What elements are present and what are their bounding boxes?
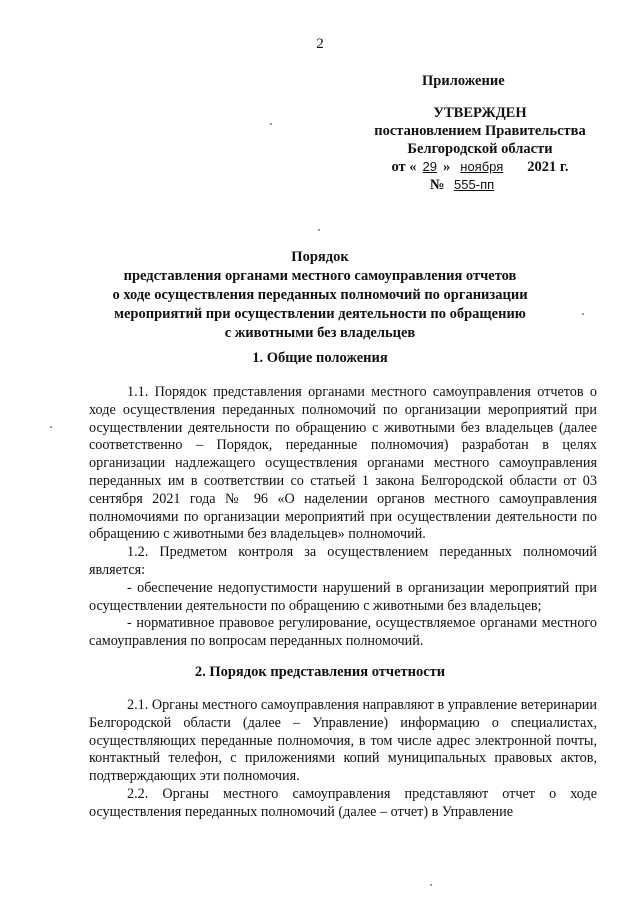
title-line5: с животными без владельцев — [224, 325, 416, 341]
section1-paragraph1: 1.1. Порядок представления органами местного самоуправления отчетов о ходе осуществления переданных полномочий по организации мероприятий при осуществлении деятельности по обращению с животными без владельцев (далее соответственно – Порядок, переданные полномочия) разработан в целях организации надлежащего осуществления органами местного самоуправления переданных им в соответствии со статьей 1 закона Белгородской области от 03 сентября 2021 года № 96 «О наделении органов местного самоуправления полномочиями по организации мероприятий при осуществлении деятельности по обращению с животными без владельцев» полномочий. — [89, 384, 597, 543]
approval-block — [360, 72, 600, 194]
section2-body — [89, 697, 597, 822]
section1-paragraph3: - обеспечение недопустимости нарушений в организации мероприятий при осуществлении деятельности по обращению с животными без владельцев; — [89, 579, 597, 614]
scan-speck — [50, 426, 52, 428]
number-prefix: № — [429, 177, 445, 193]
date-month: ноября — [460, 159, 504, 174]
document-title — [100, 248, 540, 343]
appendix-label: Приложение — [422, 73, 505, 89]
scan-speck — [430, 884, 432, 886]
approval-date — [360, 158, 600, 176]
approved-by-line2: Белгородской области — [407, 141, 553, 157]
title-line1: Порядок — [291, 249, 349, 265]
scan-speck — [582, 313, 584, 315]
date-day: 29 — [422, 159, 438, 174]
number-value: 555-пп — [454, 177, 495, 192]
scan-speck — [270, 123, 272, 125]
section1-paragraph2: 1.2. Предметом контроля за осуществлением переданных полномочий является: — [89, 544, 597, 578]
date-mid: » — [443, 159, 451, 175]
page-number: 2 — [316, 36, 324, 52]
scan-speck — [318, 229, 320, 231]
date-year: 2021 г. — [527, 159, 569, 175]
approved-by-line1: постановлением Правительства — [374, 123, 586, 139]
approval-number — [360, 176, 600, 194]
section2-paragraph2: 2.2. Органы местного самоуправления представляют отчет о ходе осуществления переданных полномочий (далее – отчет) в Управление — [89, 785, 597, 820]
section2-heading: 2. Порядок представления отчетности — [194, 664, 446, 680]
title-line3: о ходе осуществления переданных полномочий по организации — [112, 287, 528, 303]
title-line4: мероприятий при осуществлении деятельности по обращению — [114, 306, 526, 322]
section1-paragraph4: - нормативное правовое регулирование, осуществляемое органами местного самоуправления по вопросам переданных полномочий. — [89, 615, 597, 650]
title-line2: представления органами местного самоуправления отчетов — [123, 268, 517, 284]
approved-label: УТВЕРЖДЕН — [433, 105, 527, 121]
section1-heading: 1. Общие положения — [252, 350, 388, 366]
section1-body — [89, 384, 597, 651]
date-prefix: от « — [391, 159, 417, 175]
section2-paragraph1: 2.1. Органы местного самоуправления направляют в управление ветеринарии Белгородской области (далее – Управление) информацию о специалистах, осуществляющих переданные полномочия, в том числе адрес электронной почты, контактный телефон, с приложениями копий муниципальных правовых актов, подтверждающих эти полномочия. — [89, 697, 597, 785]
